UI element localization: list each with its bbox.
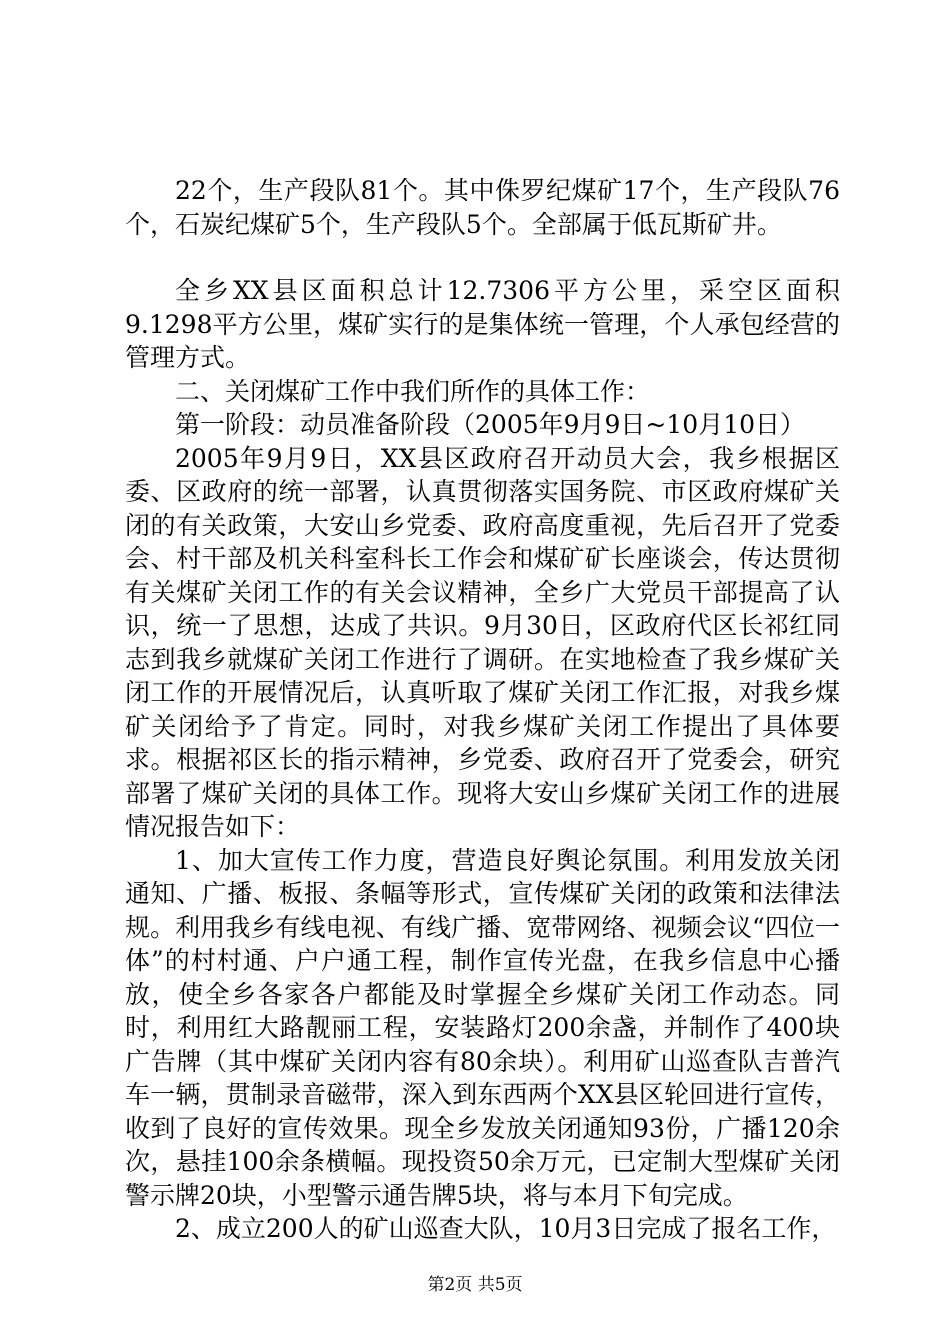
phase-heading: 第一阶段：动员准备阶段（2005年9月9日~10月10日） [175, 410, 806, 439]
paragraph-mine-count: 22个，生产段队81个。其中侏罗纪煤矿17个，生产段队76个，石炭纪煤矿5个，生产段队5个。全部属于低瓦斯矿井。 [125, 176, 840, 239]
section-heading: 二、关闭煤矿工作中我们所作的具体工作： [175, 376, 651, 406]
paragraph-area: 全乡XX县区面积总计12.7306平方公里，采空区面积9.1298平方公里，煤矿实行的是集体统一管理，个人承包经营的管理方式。 [125, 276, 840, 372]
paragraph-mobilization: 2005年9月9日，XX县区政府召开动员大会，我乡根据区委、区政府的统一部署，认真贯彻落实国务院、市区政府煤矿关闭的有关政策，大安山乡党委、政府高度重视，先后召开了党委会、村干部及机关科室科长工作会和煤矿矿长座谈会，传达贯彻有关煤矿关闭工作的有关会议精神，全乡广大党员干部提高了认识，统一了思想，达成了共识。9月30日，区政府代区长祁红同志到我乡就煤矿关闭工作进行了调研。在实地检查了我乡煤矿关闭工作的开展情况后，认真听取了煤矿关闭工作汇报，对我乡煤矿关闭给予了肯定。同时，对我乡煤矿关闭工作提出了具体要求。根据祁区长的指示精神，乡党委、政府召开了党委会，研究部署了煤矿关闭的具体工作。现将大安山乡煤矿关闭工作的进展情况报告如下： [125, 443, 840, 841]
paragraph-patrol: 2、成立200人的矿山巡查大队，10月3日完成了报名工作， [175, 1214, 837, 1243]
paragraph-publicity: 1、加大宣传工作力度，营造良好舆论氛围。利用发放关闭通知、广播、板报、条幅等形式，宣传煤矿关闭的政策和法律法规。利用我乡有线电视、有线广播、宽带网络、视频会议“四位一体”的村村通、户户通工程，制作宣传光盘，在我乡信息中心播放，使全乡各家各户都能及时掌握全乡煤矿关闭工作动态。同时，利用红大路靓丽工程，安装路灯200余盏，并制作了400块广告牌（其中煤矿关闭内容有80余块）。利用矿山巡查队吉普汽车一辆，贯制录音磁带，深入到东西两个XX县区轮回进行宣传，收到了良好的宣传效果。现全乡发放关闭通知93份，广播120余次，悬挂100余条横幅。现投资50余万元，已定制大型煤矿关闭警示牌20块，小型警示通告牌5块，将与本月下旬完成。 [125, 845, 840, 1210]
page-footer: 第2页 共5页 [427, 1275, 523, 1295]
document-body [125, 174, 840, 1246]
